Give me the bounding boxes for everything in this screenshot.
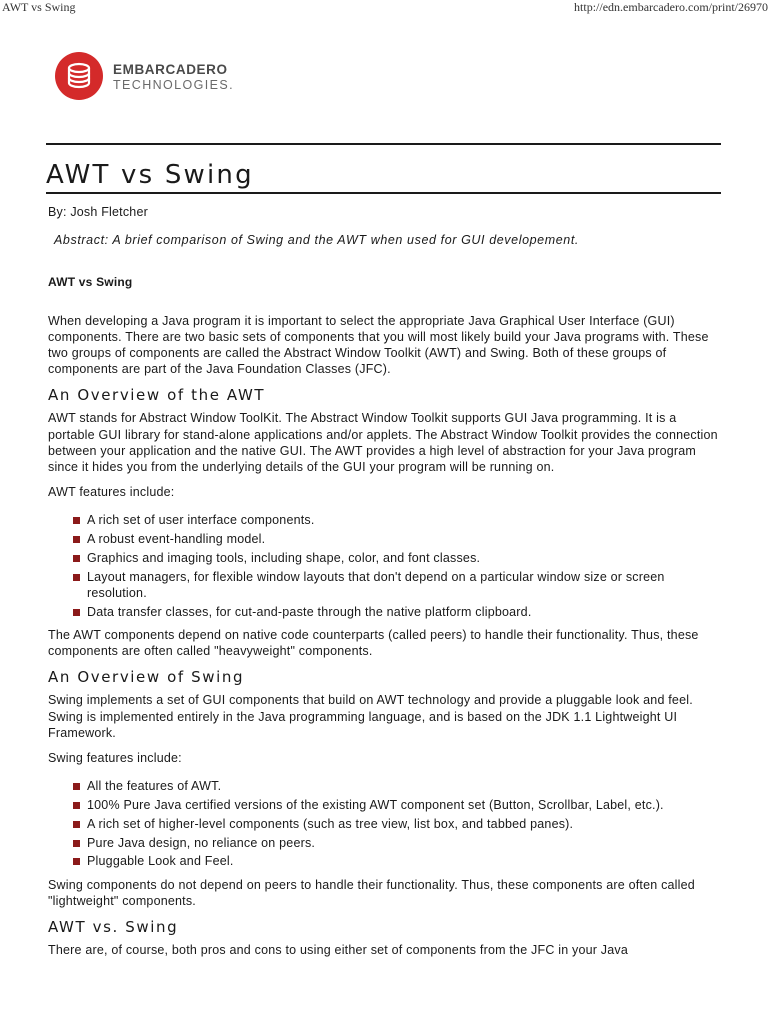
list-item xyxy=(87,778,720,794)
comparison-heading: AWT vs. Swing xyxy=(48,918,179,937)
embarcadero-logo[interactable] xyxy=(55,52,295,102)
comparison-paragraph: There are, of course, both pros and cons to using either set of components from the JFC in your Java xyxy=(48,943,629,958)
list-item-text: All the features of AWT. xyxy=(87,779,222,794)
bullet-square-icon xyxy=(73,574,80,581)
list-item xyxy=(87,853,720,869)
list-item-text: A robust event-handling model. xyxy=(87,532,266,547)
logo-wordmark xyxy=(113,63,234,91)
list-item-text: A rich set of user interface components. xyxy=(87,513,315,528)
list-item-text: Layout managers, for flexible window layouts that don't depend on a particular window size or screen resolution. xyxy=(87,569,665,601)
swing-overview-paragraph: Swing implements a set of GUI components that build on AWT technology and provide a pluggable look and feel. Swing is implemented entirely in the Java programming language, and is based on the JDK 1.1 Lightweight UI Framework. xyxy=(48,693,693,740)
awt-features-intro: AWT features include: xyxy=(48,485,175,500)
byline: By: Josh Fletcher xyxy=(48,205,148,219)
list-item xyxy=(87,550,720,566)
swing-closing-paragraph: Swing components do not depend on peers to handle their functionality. Thus, these components are often called "lightweight" components. xyxy=(48,877,695,908)
bullet-square-icon xyxy=(73,609,80,616)
abstract: Abstract: A brief comparison of Swing and the AWT when used for GUI developement. xyxy=(54,233,579,248)
list-item xyxy=(87,512,720,528)
bullet-square-icon xyxy=(73,555,80,562)
embarcadero-logo-icon xyxy=(55,52,103,100)
print-header-title: AWT vs Swing xyxy=(2,0,76,14)
list-item xyxy=(87,835,720,851)
logo-line-2: TECHNOLOGIES. xyxy=(113,77,234,92)
intro-paragraph: When developing a Java program it is important to select the appropriate Java Graphical User Interface (GUI) components. There are two basic sets of components that you will most likely build your Java programs with. These two groups of components are called the Abstract Window Toolkit (AWT) and Swing. Both of these groups of components are part of the Java Foundation Classes (JFC). xyxy=(48,313,709,377)
print-header-url[interactable]: http://edn.embarcadero.com/print/26970 xyxy=(574,0,768,14)
awt-features-list xyxy=(48,512,720,620)
awt-overview-heading: An Overview of the AWT xyxy=(48,386,266,405)
swing-features-intro: Swing features include: xyxy=(48,751,182,766)
swing-overview-heading: An Overview of Swing xyxy=(48,668,245,687)
bullet-square-icon xyxy=(73,517,80,524)
list-item xyxy=(87,569,720,601)
list-item xyxy=(87,797,720,813)
list-item xyxy=(87,531,720,547)
list-item-text: Data transfer classes, for cut-and-paste through the native platform clipboard. xyxy=(87,604,532,619)
article-body xyxy=(48,204,720,967)
bullet-square-icon xyxy=(73,858,80,865)
logo-line-1: EMBARCADERO xyxy=(113,62,228,77)
bullet-square-icon xyxy=(73,802,80,809)
list-item-text: 100% Pure Java certified versions of the existing AWT component set (Button, Scrollbar, Label, etc.). xyxy=(87,798,664,813)
awt-closing-paragraph: The AWT components depend on native code counterparts (called peers) to handle their functionality. Thus, these components are often called "heavyweight" components. xyxy=(48,628,699,659)
list-item xyxy=(87,604,720,620)
list-item-text: Pluggable Look and Feel. xyxy=(87,854,234,869)
title-rule-bottom xyxy=(46,192,721,194)
list-item-text: A rich set of higher-level components (such as tree view, list box, and tabbed panes). xyxy=(87,816,574,831)
list-item-text: Pure Java design, no reliance on peers. xyxy=(87,835,316,850)
list-item xyxy=(87,816,720,832)
swing-features-list xyxy=(48,778,720,869)
bullet-square-icon xyxy=(73,821,80,828)
section-label: AWT vs Swing xyxy=(48,275,133,290)
print-header xyxy=(0,0,768,14)
bullet-square-icon xyxy=(73,536,80,543)
bullet-square-icon xyxy=(73,783,80,790)
awt-overview-paragraph: AWT stands for Abstract Window ToolKit. The Abstract Window Toolkit supports GUI Java programming. It is a portable GUI library for stand-alone applications and/or applets. The Abstract Window Toolkit provides the connection between your application and the native GUI. The AWT provides a high level of abstraction for your Java program since it hides you from the underlying details of the GUI your program will be running on. xyxy=(48,411,718,475)
list-item-text: Graphics and imaging tools, including shape, color, and font classes. xyxy=(87,551,481,566)
title-rule-top xyxy=(46,143,721,145)
bullet-square-icon xyxy=(73,840,80,847)
page-title: AWT vs Swing xyxy=(46,160,254,190)
